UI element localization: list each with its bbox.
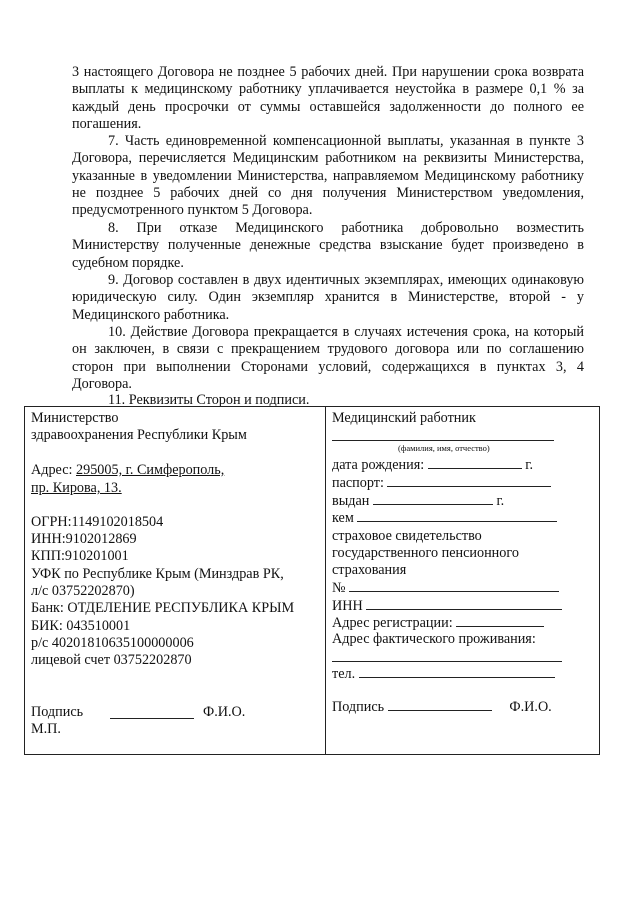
address-label: Адрес: <box>31 462 73 478</box>
paragraph-8: 8. При отказе Медицинского работника добровольно возместить Министерству полученные денежные средства взыскание будет произведено в судебном порядке. <box>72 220 584 271</box>
passport-row: паспорт: <box>332 474 551 491</box>
bank: Банк: ОТДЕЛЕНИЕ РЕСПУБЛИКА КРЫМ <box>31 600 295 616</box>
issued-field[interactable] <box>373 492 493 505</box>
worker-inn-field[interactable] <box>366 597 562 610</box>
paragraph-7: 7. Часть единовременной компенсационной выплаты, указанная в пункте 3 Договора, перечисляется Медицинским работником на реквизиты Министерства, указанные в уведомлении Министерства, направляемом Медицинскому работнику не позднее 5 рабочих дней со дня получения Министерством уведомления, предусмотренного пунктом 5 Договора. <box>72 133 584 219</box>
personal-account-number: лицевой счет 03752202870 <box>31 652 192 668</box>
paragraph-6-continued: 3 настоящего Договора не позднее 5 рабочих дней. При нарушении срока возврата выплаты к медицинскому работнику уплачивается неустойка в размере 0,1 % за каждый день просрочки от суммы оставшейся задолженности до полного ее погашения. <box>72 64 584 132</box>
registration-field[interactable] <box>456 614 544 627</box>
signature-line <box>110 718 194 719</box>
ministry-name-line1: Министерство <box>31 410 119 426</box>
worker-signature-line[interactable] <box>388 698 492 711</box>
registration-row: Адрес регистрации: <box>332 614 544 631</box>
stamp-place: М.П. <box>31 721 61 737</box>
birth-date-field[interactable] <box>428 456 522 469</box>
ministry-requisites-cell <box>25 407 326 755</box>
fio-hint: (фамилия, имя, отчество) <box>398 443 490 453</box>
ministry-address <box>31 462 224 478</box>
actual-address-line <box>332 661 562 662</box>
paragraph-9: 9. Договор составлен в двух идентичных экземплярах, имеющих одинаковую юридическую силу. Один экземпляр хранится в Министерстве, второй - у Медицинского работника. <box>72 272 584 323</box>
address-line1: 295005, г. Симферополь, <box>76 462 225 478</box>
worker-title: Медицинский работник <box>332 410 476 426</box>
snils-line1: страховое свидетельство <box>332 528 482 544</box>
worker-signature-row: Подпись Ф.И.О. <box>332 699 552 715</box>
bik: БИК: 043510001 <box>31 618 131 634</box>
ogrn: ОГРН:1149102018504 <box>31 514 164 530</box>
fio-line <box>332 440 554 441</box>
personal-account: л/с 03752202870) <box>31 583 135 599</box>
snils-number-row: № <box>332 579 559 596</box>
paragraph-11: 11. Реквизиты Сторон и подписи. <box>108 392 310 408</box>
fio-label: Ф.И.О. <box>203 704 246 720</box>
issued-row: выдан г. <box>332 493 505 509</box>
snils-line3: страхования <box>332 562 407 578</box>
snils-line2: государственного пенсионного <box>332 545 519 561</box>
snils-number-field[interactable] <box>349 579 559 592</box>
issued-by-field[interactable] <box>357 509 557 522</box>
actual-address-label: Адрес фактического проживания: <box>332 631 536 647</box>
birth-date-row: дата рождения: г. <box>332 457 534 473</box>
settlement-account: р/с 40201810635100000006 <box>31 635 194 651</box>
ufk: УФК по Республике Крым (Минздрав РК, <box>31 566 284 582</box>
address-line2: пр. Кирова, 13. <box>31 480 122 496</box>
signature-label: Подпись <box>31 704 84 720</box>
worker-requisites-cell <box>326 407 600 755</box>
kpp: КПП:910201001 <box>31 548 129 564</box>
requisites-table <box>24 406 600 755</box>
inn: ИНН:9102012869 <box>31 531 137 547</box>
issued-by-row: кем <box>332 509 557 526</box>
worker-inn-row: ИНН <box>332 597 562 614</box>
phone-field[interactable] <box>359 665 555 678</box>
passport-field[interactable] <box>387 474 551 487</box>
paragraph-10: 10. Действие Договора прекращается в случаях истечения срока, на который он заключен, в связи с прекращением трудового договора или по соглашению сторон при выполнении Сторонами условий, содержащихся в пунктах 3, 4 Договора. <box>72 324 584 392</box>
phone-row: тел. <box>332 665 555 682</box>
ministry-name-line2: здравоохранения Республики Крым <box>31 427 247 443</box>
